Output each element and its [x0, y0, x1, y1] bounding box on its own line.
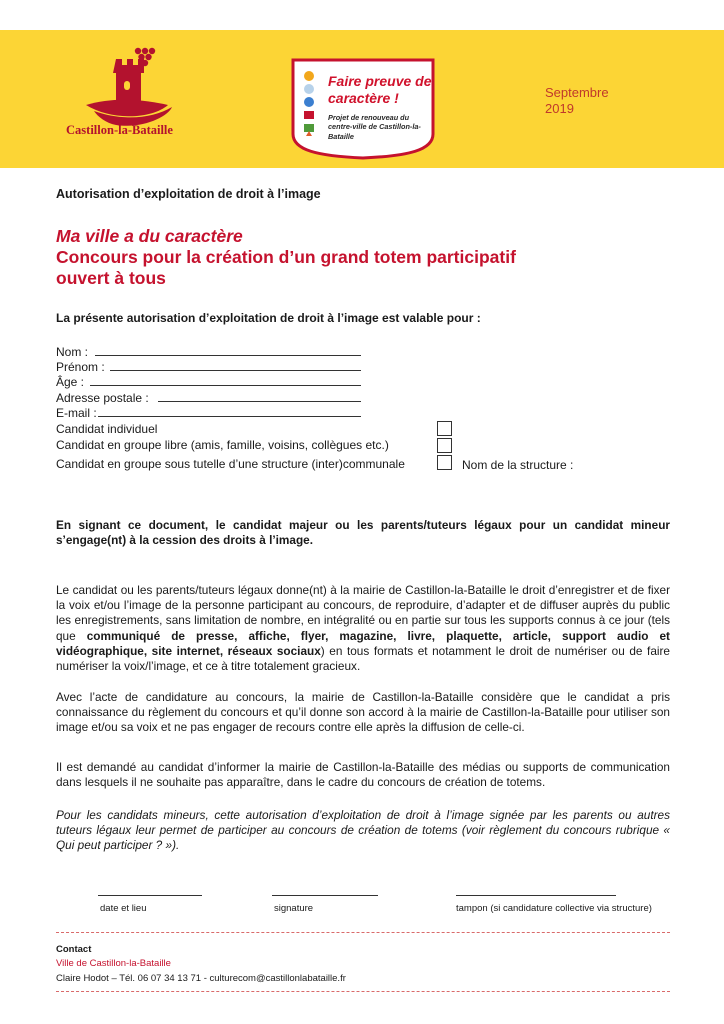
- contact-info: Claire Hodot – Tél. 06 07 34 13 71 - culturecom@castillonlabataille.fr: [56, 973, 346, 984]
- option-individual-label: Candidat individuel: [56, 422, 158, 436]
- project-shield: [289, 56, 437, 160]
- page-title: [56, 226, 516, 289]
- footer-divider-bottom: [56, 991, 670, 992]
- paragraph-commitment: En signant ce document, le candidat majeur ou les parents/tuteurs légaux pour un candidat mineur s’engage(nt) à la cession des droits à l’image.: [56, 518, 670, 548]
- option-structure-checkbox[interactable]: [437, 455, 452, 470]
- nom-label: Nom :: [56, 345, 89, 359]
- logo-text: Castillon-la-Bataille: [66, 123, 173, 137]
- date-place-line[interactable]: [98, 895, 202, 896]
- signature-line[interactable]: [272, 895, 378, 896]
- title-line-3: ouvert à tous: [56, 268, 166, 288]
- age-field[interactable]: [90, 385, 361, 386]
- footer-divider-top: [56, 932, 670, 933]
- signature-label: signature: [274, 903, 314, 914]
- adresse-label: Adresse postale :: [56, 391, 149, 405]
- stamp-line[interactable]: [456, 895, 616, 896]
- paragraph-rights: [56, 583, 670, 674]
- option-free-group-label: Candidat en groupe libre (amis, famille, voisins, collègues etc.): [56, 438, 389, 452]
- date-place-label: date et lieu: [100, 903, 147, 914]
- option-free-group-checkbox[interactable]: [437, 438, 452, 453]
- age-label: Âge :: [56, 375, 85, 389]
- shield-subtitle: Projet de renouveau du centre-ville de Castillon-la-Bataille: [328, 113, 421, 141]
- structure-name-label: Nom de la structure :: [462, 458, 574, 472]
- rights-text-a: Le candidat ou les parents/tuteurs légaux donne(nt) à la mairie de Castillon-la-Bataille le droit d’enregistrer et de fixer la voix et/ou l’image de la personne participant au concours, de reproduire, d’adapter et de diffuser auprès du public les enregistrements, sans limitation de nombre, en intégralité ou en partie sur tous les supports connus à ce jour (tels que: [56, 583, 670, 643]
- paragraph-acknowledgement: Avec l’acte de candidature au concours, la mairie de Castillon-la-Bataille considère que le candidat a pris connaissance du règlement du concours et qu’il donne son accord à la mairie de Castillon-la-Bataille pour utiliser son image et/ou sa voix et ne pas engager de recours contre elle après la diffusion de celle-ci.: [56, 690, 670, 735]
- adresse-field[interactable]: [158, 401, 361, 402]
- prenom-field[interactable]: [110, 370, 361, 371]
- paragraph-minors: Pour les candidats mineurs, cette autorisation d’exploitation de droit à l’image signée par les parents ou autres tuteurs légaux leur permet de participer au concours de création de totems (voir règlement du concours rubrique « Qui peut participer ? »).: [56, 808, 670, 853]
- title-line-1: Ma ville a du caractère: [56, 226, 243, 246]
- authorization-title: Autorisation d’exploitation de droit à l’image: [56, 187, 321, 201]
- option-individual-checkbox[interactable]: [437, 421, 452, 436]
- document-date: [545, 85, 609, 117]
- contact-heading: Contact: [56, 944, 92, 955]
- prenom-label: Prénom :: [56, 360, 105, 374]
- option-structure-label: Candidat en groupe sous tutelle d’une structure (inter)communale: [56, 457, 405, 471]
- rights-text-c: ) en tous formats et notamment le droit de numériser ou de faire numériser la voix/l’image, et ce à titre totalement gracieux.: [56, 643, 670, 674]
- intro-text: La présente autorisation d’exploitation de droit à l’image est valable pour :: [56, 311, 481, 325]
- title-line-2: Concours pour la création d’un grand totem participatif: [56, 247, 516, 267]
- date-year: 2019: [545, 101, 574, 116]
- shield-title: Faire preuve de caractère !: [328, 73, 432, 106]
- email-field[interactable]: [98, 416, 361, 417]
- stamp-label: tampon (si candidature collective via structure): [456, 903, 652, 914]
- email-label: E-mail :: [56, 406, 97, 420]
- paragraph-media: Il est demandé au candidat d’informer la mairie de Castillon-la-Bataille des médias ou supports de communication dans lesquels il ne souhaite pas apparaître, dans le cadre du concours de création de totems.: [56, 760, 670, 790]
- rights-supports: communiqué de presse, affiche, flyer, magazine, livre, plaquette, article, support audio et vidéographique, site internet, réseaux sociaux: [56, 628, 670, 658]
- nom-field[interactable]: [95, 355, 361, 356]
- date-month: Septembre: [545, 85, 609, 100]
- contact-organization: Ville de Castillon-la-Bataille: [56, 958, 171, 969]
